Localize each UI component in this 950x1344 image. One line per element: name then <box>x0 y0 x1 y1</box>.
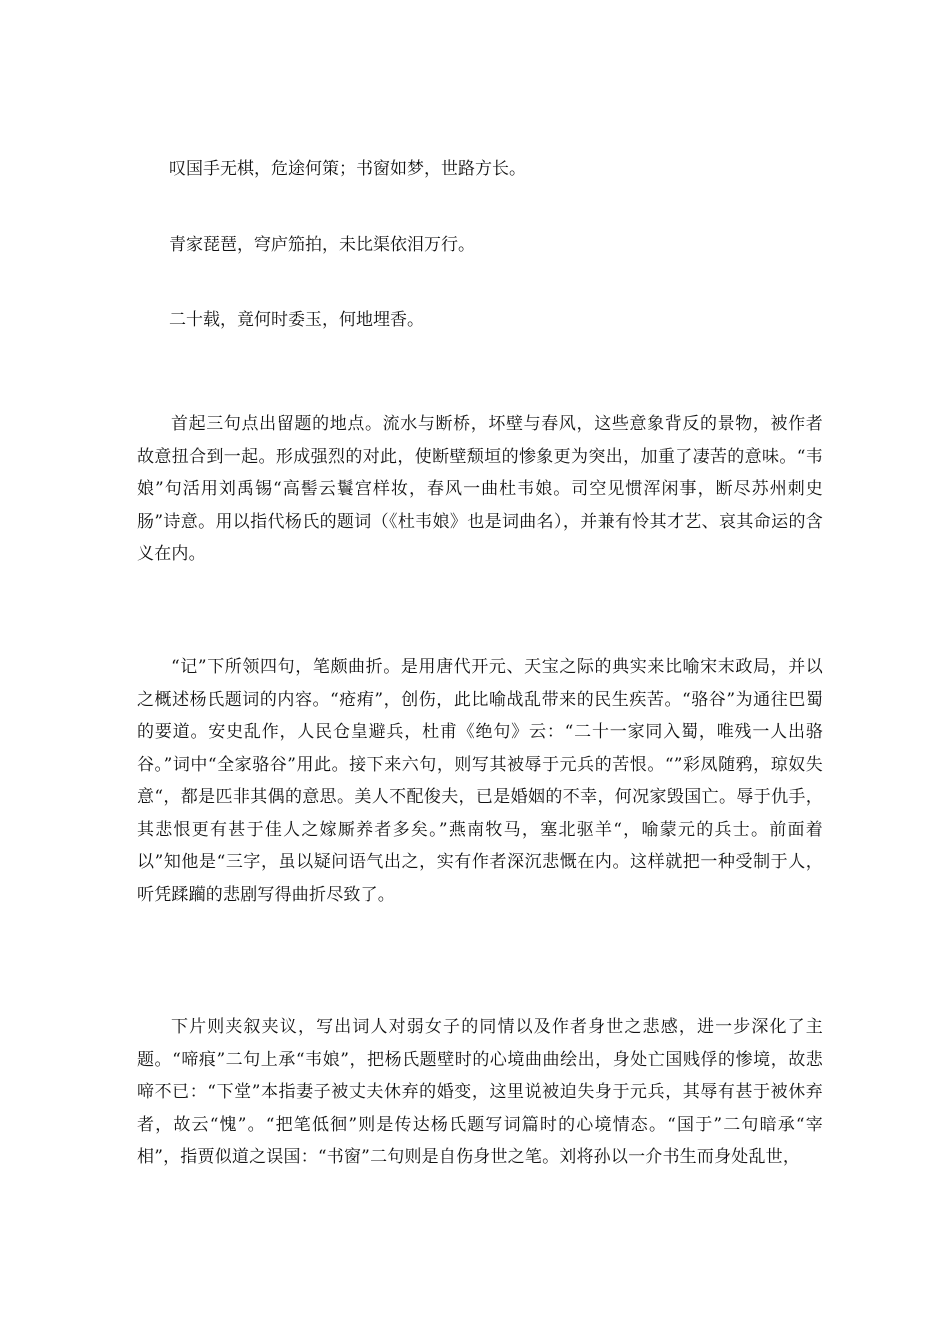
commentary-paragraph: 首起三句点出留题的地点。流水与断桥，坏壁与春风，这些意象背反的景物，被作者故意扭合到一起。形成强烈的对此，使断壁颓垣的惨象更为突出，加重了凄苦的意味。“韦娘”句活用刘禹锡“高髻云鬟宫样妆，春风一曲杜韦娘。司空见惯浑闲事，断尽苏州刺史肠”诗意。用以指代杨氏的题词（《杜韦娘》也是词曲名），并兼有怜其才艺、哀其命运的含义在内。 <box>137 414 823 564</box>
commentary-paragraph: “记”下所领四句，笔颇曲折。是用唐代开元、天宝之际的典实来比喻宋末政局，并以之概述杨氏题词的内容。“疮痏”，创伤，此比喻战乱带来的民生疾苦。“骆谷”为通往巴蜀的要道。安史乱作，人民仓皇避兵，杜甫《绝句》云：“二十一家同入蜀，唯残一人出骆谷。”词中“全家骆谷”用此。接下来六句，则写其被辱于元兵的苦恨。“”彩凤随鸦，琼奴失意“，都是匹非其偶的意思。美人不配俊夫，已是婚姻的不幸，何况家毁国亡。辱于仇手，其悲恨更有甚于佳人之嫁厮养者多矣。”燕南牧马，塞北驱羊“，喻蒙元的兵士。前面着以”知他是“三字，虽以疑问语气出之，实有作者深沉悲慨在内。这样就把一种受制于人，听凭蹂躏的悲剧写得曲折尽致了。 <box>137 657 823 905</box>
verse-line: 叹国手无棋，危途何策；书窗如梦，世路方长。 <box>169 159 526 179</box>
commentary-paragraph: 下片则夹叙夹议，写出词人对弱女子的同情以及作者身世之悲感，进一步深化了主题。“啼痕”二句上承“韦娘”，把杨氏题壁时的心境曲曲绘出，身处亡国贱俘的惨境，故悲啼不已：“下堂”本指妻子被丈夫休弃的婚变，这里说被迫失身于元兵，其辱有甚于被休弃者，故云“愧”。“把笔低徊”则是传达杨氏题写词篇时的心境情态。“国于”二句暗承“宰相”，指贾似道之误国：“书窗”二句则是自伤身世之笔。刘将孙以一介书生而身处乱世， <box>137 1017 823 1167</box>
verse-line: 二十载，竟何时委玉，何地埋香。 <box>169 310 424 330</box>
verse-line: 青家琵琶，穹庐笳拍，未比渠依泪万行。 <box>169 235 475 255</box>
